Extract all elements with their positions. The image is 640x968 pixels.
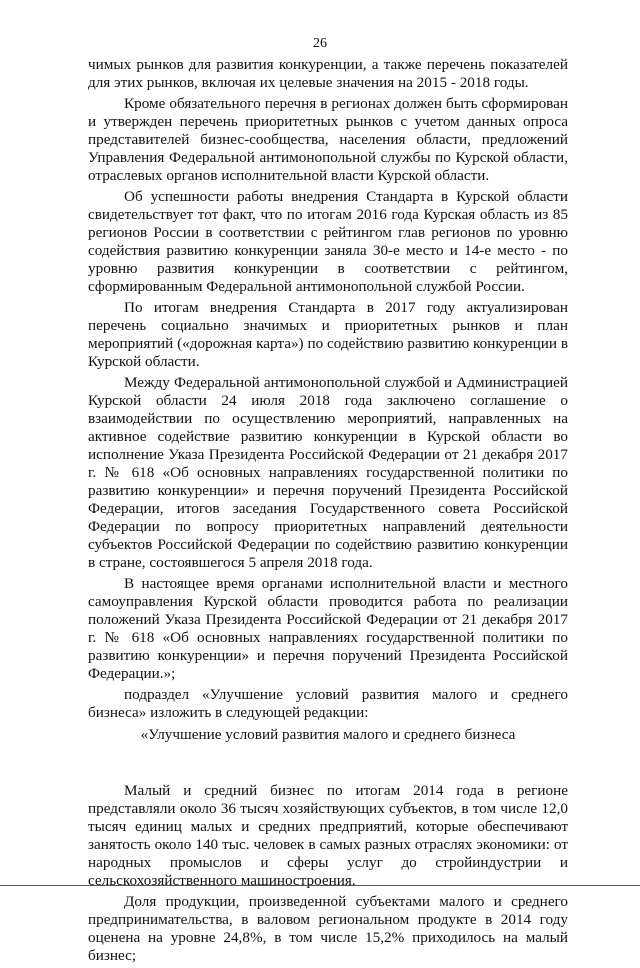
paragraph-2017-update: По итогам внедрения Стандарта в 2017 году актуализирован перечень социально значимых и приоритетных рынков и план мероприятий («дорожная карта») по содействию развитию конкуренции в Курской области. bbox=[88, 299, 568, 370]
page-number: 26 bbox=[313, 36, 327, 51]
paragraph-production-share: Доля продукции, произведенной субъектами малого и среднего предпринимательства, в валовом региональном продукте в 2014 году оценена на уровне 24,8%, в том числе 15,2% приходилось на малый бизнес; bbox=[88, 893, 568, 964]
paragraph-small-business-2014: Малый и средний бизнес по итогам 2014 года в регионе представляли около 36 тысяч хозяйствующих субъектов, в том числе 12,0 тысяч единиц малых и средних предприятий, которые обеспечивают занятость около 140 тыс. человек в самых разных отраслях экономики: от народных промыслов и сферы услуг до стройиндустрии и сельскохозяйственного машиностроения. bbox=[88, 782, 568, 889]
paragraph-standard-success: Об успешности работы внедрения Стандарта в Курской области свидетельствует тот факт, что по итогам 2016 года Курская область из 85 регионов России в соответствии с рейтингом глав регионов по уровню содействия развитию конкуренции заняла 30-е место и 14-е место - по уровню развития конкуренции в соответствии с рейтингом, сформированным Федеральной антимонопольной службой России. bbox=[88, 188, 568, 295]
paragraph-current-work: В настоящее время органами исполнительной власти и местного самоуправления Курской области проводится работа по реализации положений Указа Президента Российской Федерации от 21 декабря 2017 г. № 618 «Об основных направлениях государственной политики по развитию конкуренции» и перечня поручений Президента Российской Федерации.»; bbox=[88, 575, 568, 682]
document-body bbox=[88, 56, 568, 968]
paragraph-agreement: Между Федеральной антимонопольной службой и Администрацией Курской области 24 июля 2018 года заключено соглашение о взаимодействии по осуществлению мероприятий, направленных на активное содействие развитию конкуренции в Курской области во исполнение Указа Президента Российской Федерации от 21 декабря 2017 г. № 618 «Об основных направлениях государственной политики по развитию конкуренции» и перечня поручений Президента Российской Федерации, итогов заседания Государственного совета Российской Федерации по вопросу приоритетных направлений деятельности субъектов Российской Федерации по содействию развитию конкуренции в стране, состоявшегося 5 апреля 2018 года. bbox=[88, 374, 568, 571]
bottom-divider bbox=[0, 885, 640, 886]
section-heading: «Улучшение условий развития малого и среднего бизнеса bbox=[140, 726, 516, 743]
paragraph-subsection-instruction: подраздел «Улучшение условий развития малого и среднего бизнеса» изложить в следующей редакции: bbox=[88, 686, 568, 721]
paragraph-continuation: чимых рынков для развития конкуренции, а также перечень показателей для этих рынков, включая их целевые значения на 2015 - 2018 годы. bbox=[88, 56, 568, 91]
paragraph-priority-markets: Кроме обязательного перечня в регионах должен быть сформирован и утвержден перечень приоритетных рынков с учетом данных опроса представителей бизнес-сообщества, населения области, предложений Управления Федеральной антимонопольной службы по Курской области, отраслевых органов исполнительной власти Курской области. bbox=[88, 95, 568, 184]
